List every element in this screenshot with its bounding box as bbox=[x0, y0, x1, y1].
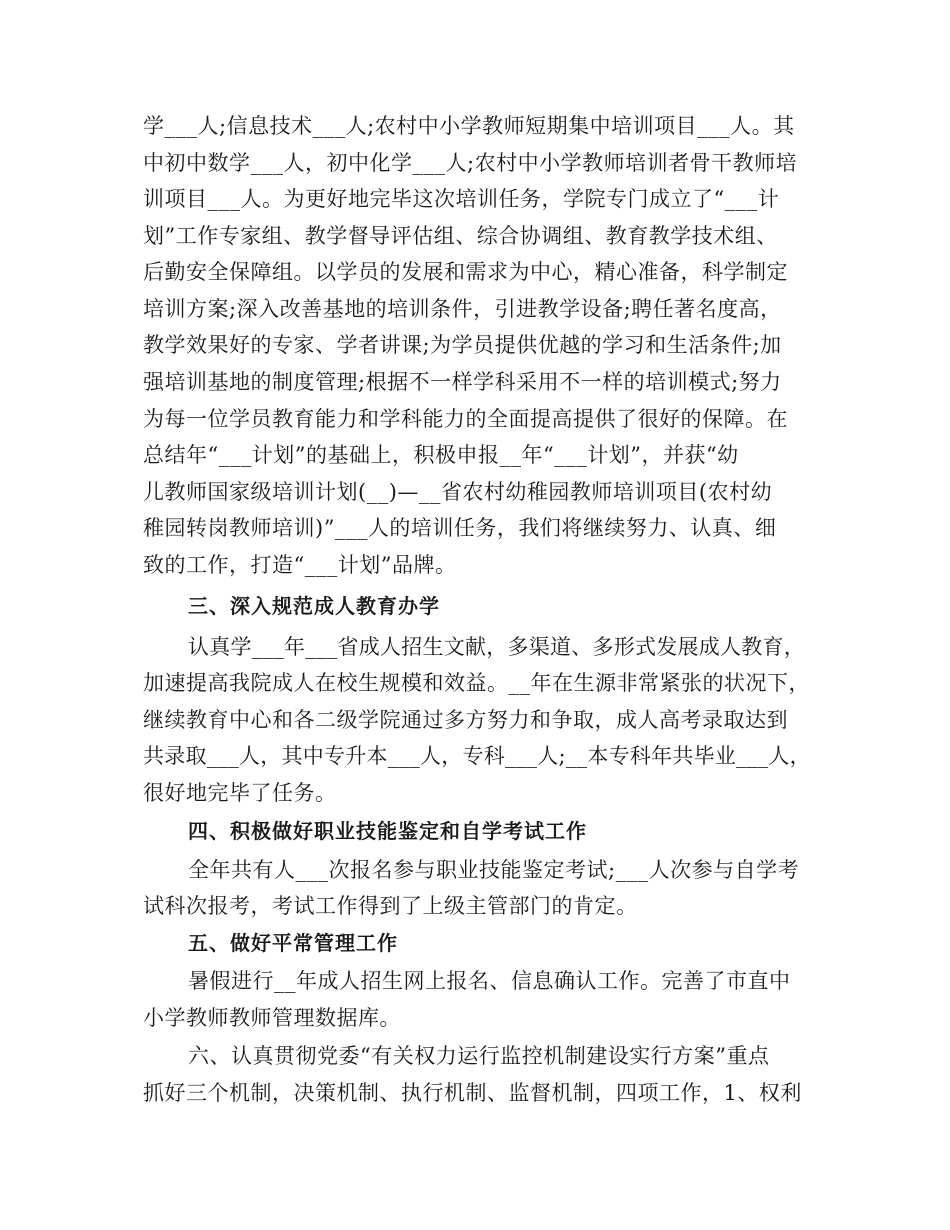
body-text-line: 致的工作，打造“___计划”品牌。 bbox=[143, 553, 457, 577]
body-text-line: 后勤安全保障组。以学员的发展和需求为中心，精心准备，科学制定 bbox=[143, 260, 788, 284]
body-text-line: 训项目___人。为更好地完毕这次培训任务，学院专门成立了“___计 bbox=[143, 187, 780, 211]
section-heading: 三、深入规范成人教育办学 bbox=[188, 594, 440, 618]
body-text-line: 为每一位学员教育能力和学科能力的全面提高提供了很好的保障。在 bbox=[143, 407, 788, 431]
body-text-line: 教学效果好的专家、学者讲课;为学员提供优越的学习和生活条件;加 bbox=[143, 333, 782, 357]
body-text-line: 共录取___人，其中专升本___人，专科___人;__本专科年共毕业___人， bbox=[143, 744, 811, 768]
body-text-line: 六、认真贯彻党委“有关权力运行监控机制建设实行方案”重点 bbox=[188, 1044, 770, 1068]
body-text-line: 抓好三个机制，决策机制、执行机制、监督机制，四项工作，1、权利 bbox=[143, 1081, 802, 1105]
body-text-line: 总结年“___计划”的基础上，积极申报__年“___计划”，并获“幼 bbox=[143, 443, 739, 467]
body-text-line: 儿教师国家级培训计划(__)—__省农村幼稚园教师培训项目(农村幼 bbox=[143, 480, 773, 504]
body-text-line: 很好地完毕了任务。 bbox=[143, 781, 337, 805]
body-text-line: 暑假进行__年成人招生网上报名、信息确认工作。完善了市直中 bbox=[188, 969, 791, 993]
body-text-line: 强培训基地的制度管理;根据不一样学科采用不一样的培训模式;努力 bbox=[143, 370, 782, 394]
body-text-line: 认真学___年___省成人招生文献，多渠道、多形式发展成人教育， bbox=[188, 635, 805, 659]
body-text-line: 稚园转岗教师培训)”___人的培训任务，我们将继续努力、认真、细 bbox=[143, 516, 777, 540]
body-text-line: 小学教师教师管理数据库。 bbox=[143, 1006, 401, 1030]
body-text-line: 中初中数学___人，初中化学___人;农村中小学教师培训者骨干教师培 bbox=[143, 151, 798, 175]
section-heading: 五、做好平常管理工作 bbox=[188, 931, 398, 955]
body-text-line: 全年共有人___次报名参与职业技能鉴定考试;___人次参与自学考 bbox=[188, 858, 800, 882]
body-text-line: 培训方案;深入改善基地的培训条件，引进教学设备;聘任著名度高， bbox=[143, 297, 782, 321]
body-text-line: 学___人;信息技术___人;农村中小学教师短期集中培训项目___人。其 bbox=[143, 114, 795, 138]
body-text-line: 加速提高我院成人在校生规模和效益。__年在生源非常紧张的状况下， bbox=[143, 671, 810, 695]
body-text-line: 试科次报考，考试工作得到了上级主管部门的肯定。 bbox=[143, 894, 638, 918]
section-heading: 四、积极做好职业技能鉴定和自学考试工作 bbox=[188, 819, 587, 843]
body-text-line: 划”工作专家组、教学督导评估组、综合协调组、教育教学技术组、 bbox=[143, 224, 778, 248]
body-text-line: 继续教育中心和各二级学院通过多方努力和争取，成人高考录取达到 bbox=[143, 708, 788, 732]
